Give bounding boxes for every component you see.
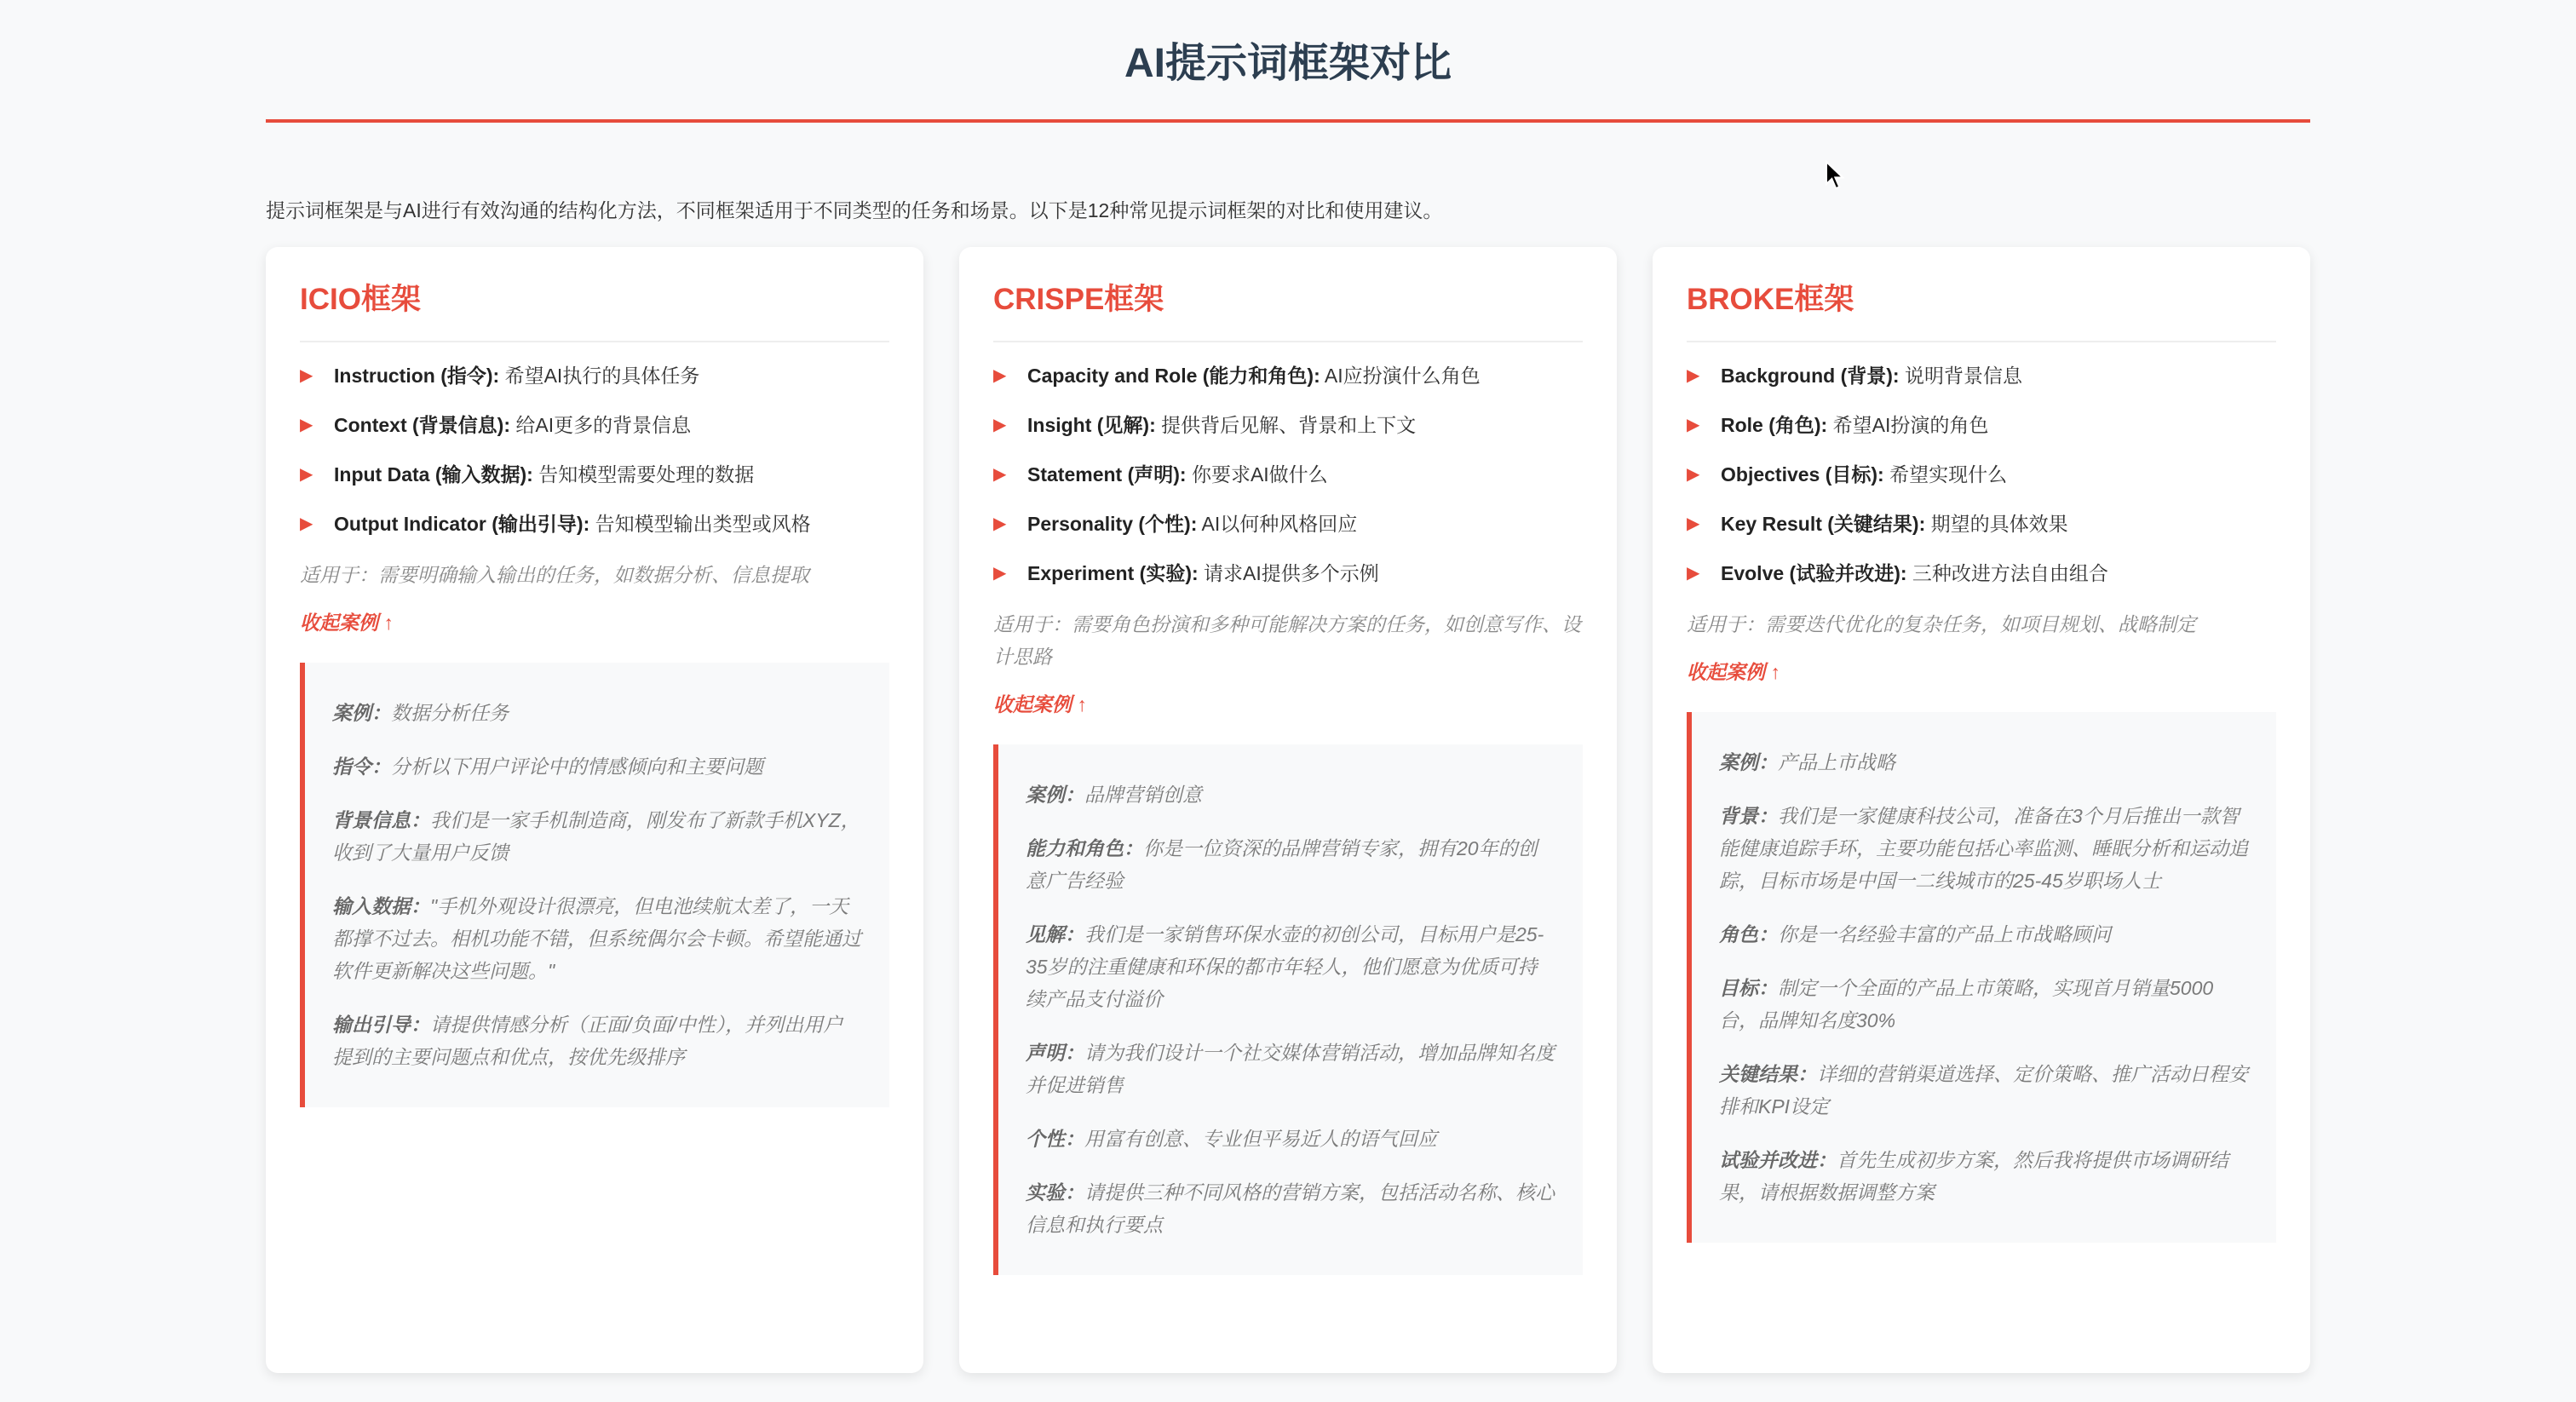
example-line bbox=[332, 890, 862, 987]
example-label: 实验： bbox=[1026, 1181, 1084, 1204]
item-term: Key Result (关键结果): bbox=[1721, 513, 1926, 535]
example-line bbox=[332, 750, 862, 783]
item-term: Output Indicator (输出引导): bbox=[334, 513, 590, 535]
example-label: 案例： bbox=[1026, 784, 1084, 806]
intro-text: 提示词框架是与AI进行有效沟通的结构化方法，不同框架适用于不同类型的任务和场景。以下是12种常见提示词框架的对比和使用建议。 bbox=[266, 199, 1443, 221]
example-text: "手机外观设计很漂亮，但电池续航太差了，一天都撑不过去。相机功能不错，但系统偶尔会卡顿。希望能通过软件更新解决这些问题。" bbox=[332, 895, 861, 982]
triangle-right-icon: ▶ bbox=[300, 465, 313, 484]
item-desc: 希望AI执行的具体任务 bbox=[504, 365, 700, 387]
list-item bbox=[300, 509, 889, 538]
collapse-example-toggle[interactable]: 收起案例 ↑ bbox=[300, 612, 394, 634]
example-label: 试验并改进： bbox=[1719, 1149, 1837, 1171]
example-text: 请为我们设计一个社交媒体营销活动，增加品牌知名度并促进销售 bbox=[1026, 1042, 1555, 1096]
item-desc: AI应扮演什么角色 bbox=[1324, 365, 1481, 387]
card-icio bbox=[266, 247, 923, 1373]
item-term: Personality (个性): bbox=[1027, 513, 1198, 535]
list-item bbox=[1687, 559, 2276, 588]
item-desc: 三种改进方法自由组合 bbox=[1912, 562, 2108, 584]
example-text: 我们是一家手机制造商，刚发布了新款手机XYZ，收到了大量用户反馈 bbox=[332, 809, 860, 864]
example-label: 输出引导： bbox=[332, 1014, 430, 1036]
example-text: 我们是一家销售环保水壶的初创公司，目标用户是25-35岁的注重健康和环保的都市年轻人，他们愿意为优质可持续产品支付溢价 bbox=[1026, 923, 1544, 1010]
example-label: 见解： bbox=[1026, 923, 1084, 945]
example-line bbox=[1026, 1123, 1555, 1155]
item-term: Input Data (输入数据): bbox=[334, 463, 533, 486]
triangle-right-icon: ▶ bbox=[993, 564, 1007, 583]
example-box bbox=[1687, 712, 2276, 1243]
item-desc: 期望的具体效果 bbox=[1930, 513, 2068, 535]
example-line bbox=[1026, 832, 1555, 897]
item-term: Capacity and Role (能力和角色): bbox=[1027, 365, 1320, 387]
item-term: Statement (声明): bbox=[1027, 463, 1187, 486]
example-text: 品牌营销创意 bbox=[1084, 784, 1202, 806]
example-text: 你是一位资深的品牌营销专家，拥有20年的创意广告经验 bbox=[1026, 837, 1538, 892]
item-term: Evolve (试验并改进): bbox=[1721, 562, 1907, 584]
triangle-right-icon: ▶ bbox=[1687, 416, 1700, 434]
example-label: 声明： bbox=[1026, 1042, 1084, 1064]
example-line bbox=[1026, 1176, 1555, 1241]
example-line bbox=[1719, 800, 2249, 897]
example-text: 制定一个全面的产品上市策略，实现首月销量5000台，品牌知名度30% bbox=[1719, 977, 2214, 1031]
card-title: CRISPE框架 bbox=[993, 283, 1583, 342]
example-label: 目标： bbox=[1719, 977, 1778, 999]
list-item bbox=[993, 559, 1583, 588]
item-term: Instruction (指令): bbox=[334, 365, 500, 387]
triangle-right-icon: ▶ bbox=[1687, 564, 1700, 583]
item-desc: 希望AI扮演的角色 bbox=[1832, 414, 1989, 436]
example-text: 你是一名经验丰富的产品上市战略顾问 bbox=[1778, 923, 2111, 945]
item-term: Role (角色): bbox=[1721, 414, 1828, 436]
suitable-for: 适用于：需要迭代优化的复杂任务，如项目规划、战略制定 bbox=[1687, 613, 2196, 635]
example-label: 输入数据： bbox=[332, 895, 430, 917]
example-text: 请提供三种不同风格的营销方案，包括活动名称、核心信息和执行要点 bbox=[1026, 1181, 1555, 1236]
card-crispe bbox=[959, 247, 1617, 1373]
page-title: AI提示词框架对比 bbox=[266, 0, 2310, 123]
example-text: 详细的营销渠道选择、定价策略、推广活动日程安排和KPI设定 bbox=[1719, 1063, 2248, 1118]
list-item bbox=[993, 509, 1583, 538]
triangle-right-icon: ▶ bbox=[300, 514, 313, 533]
example-label: 背景信息： bbox=[332, 809, 430, 831]
item-desc: 给AI更多的背景信息 bbox=[515, 414, 692, 436]
main-container bbox=[266, 0, 2310, 1373]
item-desc: 告知模型输出类型或风格 bbox=[595, 513, 811, 535]
example-line bbox=[1719, 746, 2249, 779]
item-term: Objectives (目标): bbox=[1721, 463, 1884, 486]
example-text: 我们是一家健康科技公司，准备在3个月后推出一款智能健康追踪手环，主要功能包括心率监测、睡眠分析和运动追踪，目标市场是中国一二线城市的25-45岁职场人士 bbox=[1719, 805, 2248, 892]
example-box bbox=[993, 744, 1583, 1275]
triangle-right-icon: ▶ bbox=[1687, 465, 1700, 484]
example-text: 分析以下用户评论中的情感倾向和主要问题 bbox=[391, 756, 763, 778]
item-term: Context (背景信息): bbox=[334, 414, 510, 436]
example-line bbox=[1026, 1037, 1555, 1101]
card-broke bbox=[1653, 247, 2310, 1373]
example-line bbox=[1719, 918, 2249, 951]
list-item bbox=[300, 460, 889, 489]
list-item bbox=[1687, 361, 2276, 390]
example-text: 数据分析任务 bbox=[391, 702, 509, 724]
collapse-example-toggle[interactable]: 收起案例 ↑ bbox=[993, 693, 1087, 715]
list-item bbox=[1687, 509, 2276, 538]
item-desc: 希望实现什么 bbox=[1889, 463, 2008, 486]
triangle-right-icon: ▶ bbox=[993, 465, 1007, 484]
mouse-cursor-icon bbox=[1825, 160, 1845, 191]
card-title: ICIO框架 bbox=[300, 283, 889, 342]
example-label: 背景： bbox=[1719, 805, 1778, 827]
example-label: 案例： bbox=[1719, 751, 1778, 773]
framework-cards bbox=[266, 247, 2310, 1373]
item-term: Insight (见解): bbox=[1027, 414, 1156, 436]
item-term: Background (背景): bbox=[1721, 365, 1900, 387]
item-desc: 告知模型需要处理的数据 bbox=[538, 463, 755, 486]
list-item bbox=[1687, 411, 2276, 440]
suitable-for: 适用于：需要角色扮演和多种可能解决方案的任务，如创意写作、设计思路 bbox=[993, 613, 1581, 668]
example-line bbox=[1719, 1144, 2249, 1209]
triangle-right-icon: ▶ bbox=[300, 416, 313, 434]
example-text: 产品上市战略 bbox=[1778, 751, 1895, 773]
example-label: 能力和角色： bbox=[1026, 837, 1143, 859]
triangle-right-icon: ▶ bbox=[300, 366, 313, 385]
item-term: Experiment (实验): bbox=[1027, 562, 1199, 584]
item-desc: 请求AI提供多个示例 bbox=[1204, 562, 1379, 584]
item-desc: 说明背景信息 bbox=[1904, 365, 2022, 387]
triangle-right-icon: ▶ bbox=[993, 366, 1007, 385]
suitable-for: 适用于：需要明确输入输出的任务，如数据分析、信息提取 bbox=[300, 564, 809, 586]
triangle-right-icon: ▶ bbox=[1687, 366, 1700, 385]
example-line bbox=[1719, 1058, 2249, 1123]
list-item bbox=[300, 411, 889, 440]
list-item bbox=[1687, 460, 2276, 489]
example-line bbox=[332, 697, 862, 729]
triangle-right-icon: ▶ bbox=[1687, 514, 1700, 533]
item-desc: AI以何种风格回应 bbox=[1201, 513, 1358, 535]
example-text: 首先生成初步方案，然后我将提供市场调研结果，请根据数据调整方案 bbox=[1719, 1149, 2228, 1204]
collapse-example-toggle[interactable]: 收起案例 ↑ bbox=[1687, 661, 1780, 683]
example-text: 用富有创意、专业但平易近人的语气回应 bbox=[1084, 1128, 1437, 1150]
list-item bbox=[993, 411, 1583, 440]
list-item bbox=[993, 460, 1583, 489]
list-item bbox=[300, 361, 889, 390]
card-title: BROKE框架 bbox=[1687, 283, 2276, 342]
example-line bbox=[1026, 918, 1555, 1015]
triangle-right-icon: ▶ bbox=[993, 416, 1007, 434]
item-desc: 你要求AI做什么 bbox=[1191, 463, 1328, 486]
triangle-right-icon: ▶ bbox=[993, 514, 1007, 533]
list-item bbox=[993, 361, 1583, 390]
example-box bbox=[300, 663, 889, 1107]
example-label: 指令： bbox=[332, 756, 391, 778]
example-line bbox=[332, 1008, 862, 1073]
example-label: 个性： bbox=[1026, 1128, 1084, 1150]
example-line bbox=[1026, 779, 1555, 811]
example-text: 请提供情感分析（正面/负面/中性），并列出用户提到的主要问题点和优点，按优先级排序 bbox=[332, 1014, 843, 1068]
example-label: 角色： bbox=[1719, 923, 1778, 945]
example-label: 案例： bbox=[332, 702, 391, 724]
example-label: 关键结果： bbox=[1719, 1063, 1817, 1085]
example-line bbox=[332, 804, 862, 869]
example-line bbox=[1719, 972, 2249, 1037]
item-desc: 提供背后见解、背景和上下文 bbox=[1161, 414, 1417, 436]
